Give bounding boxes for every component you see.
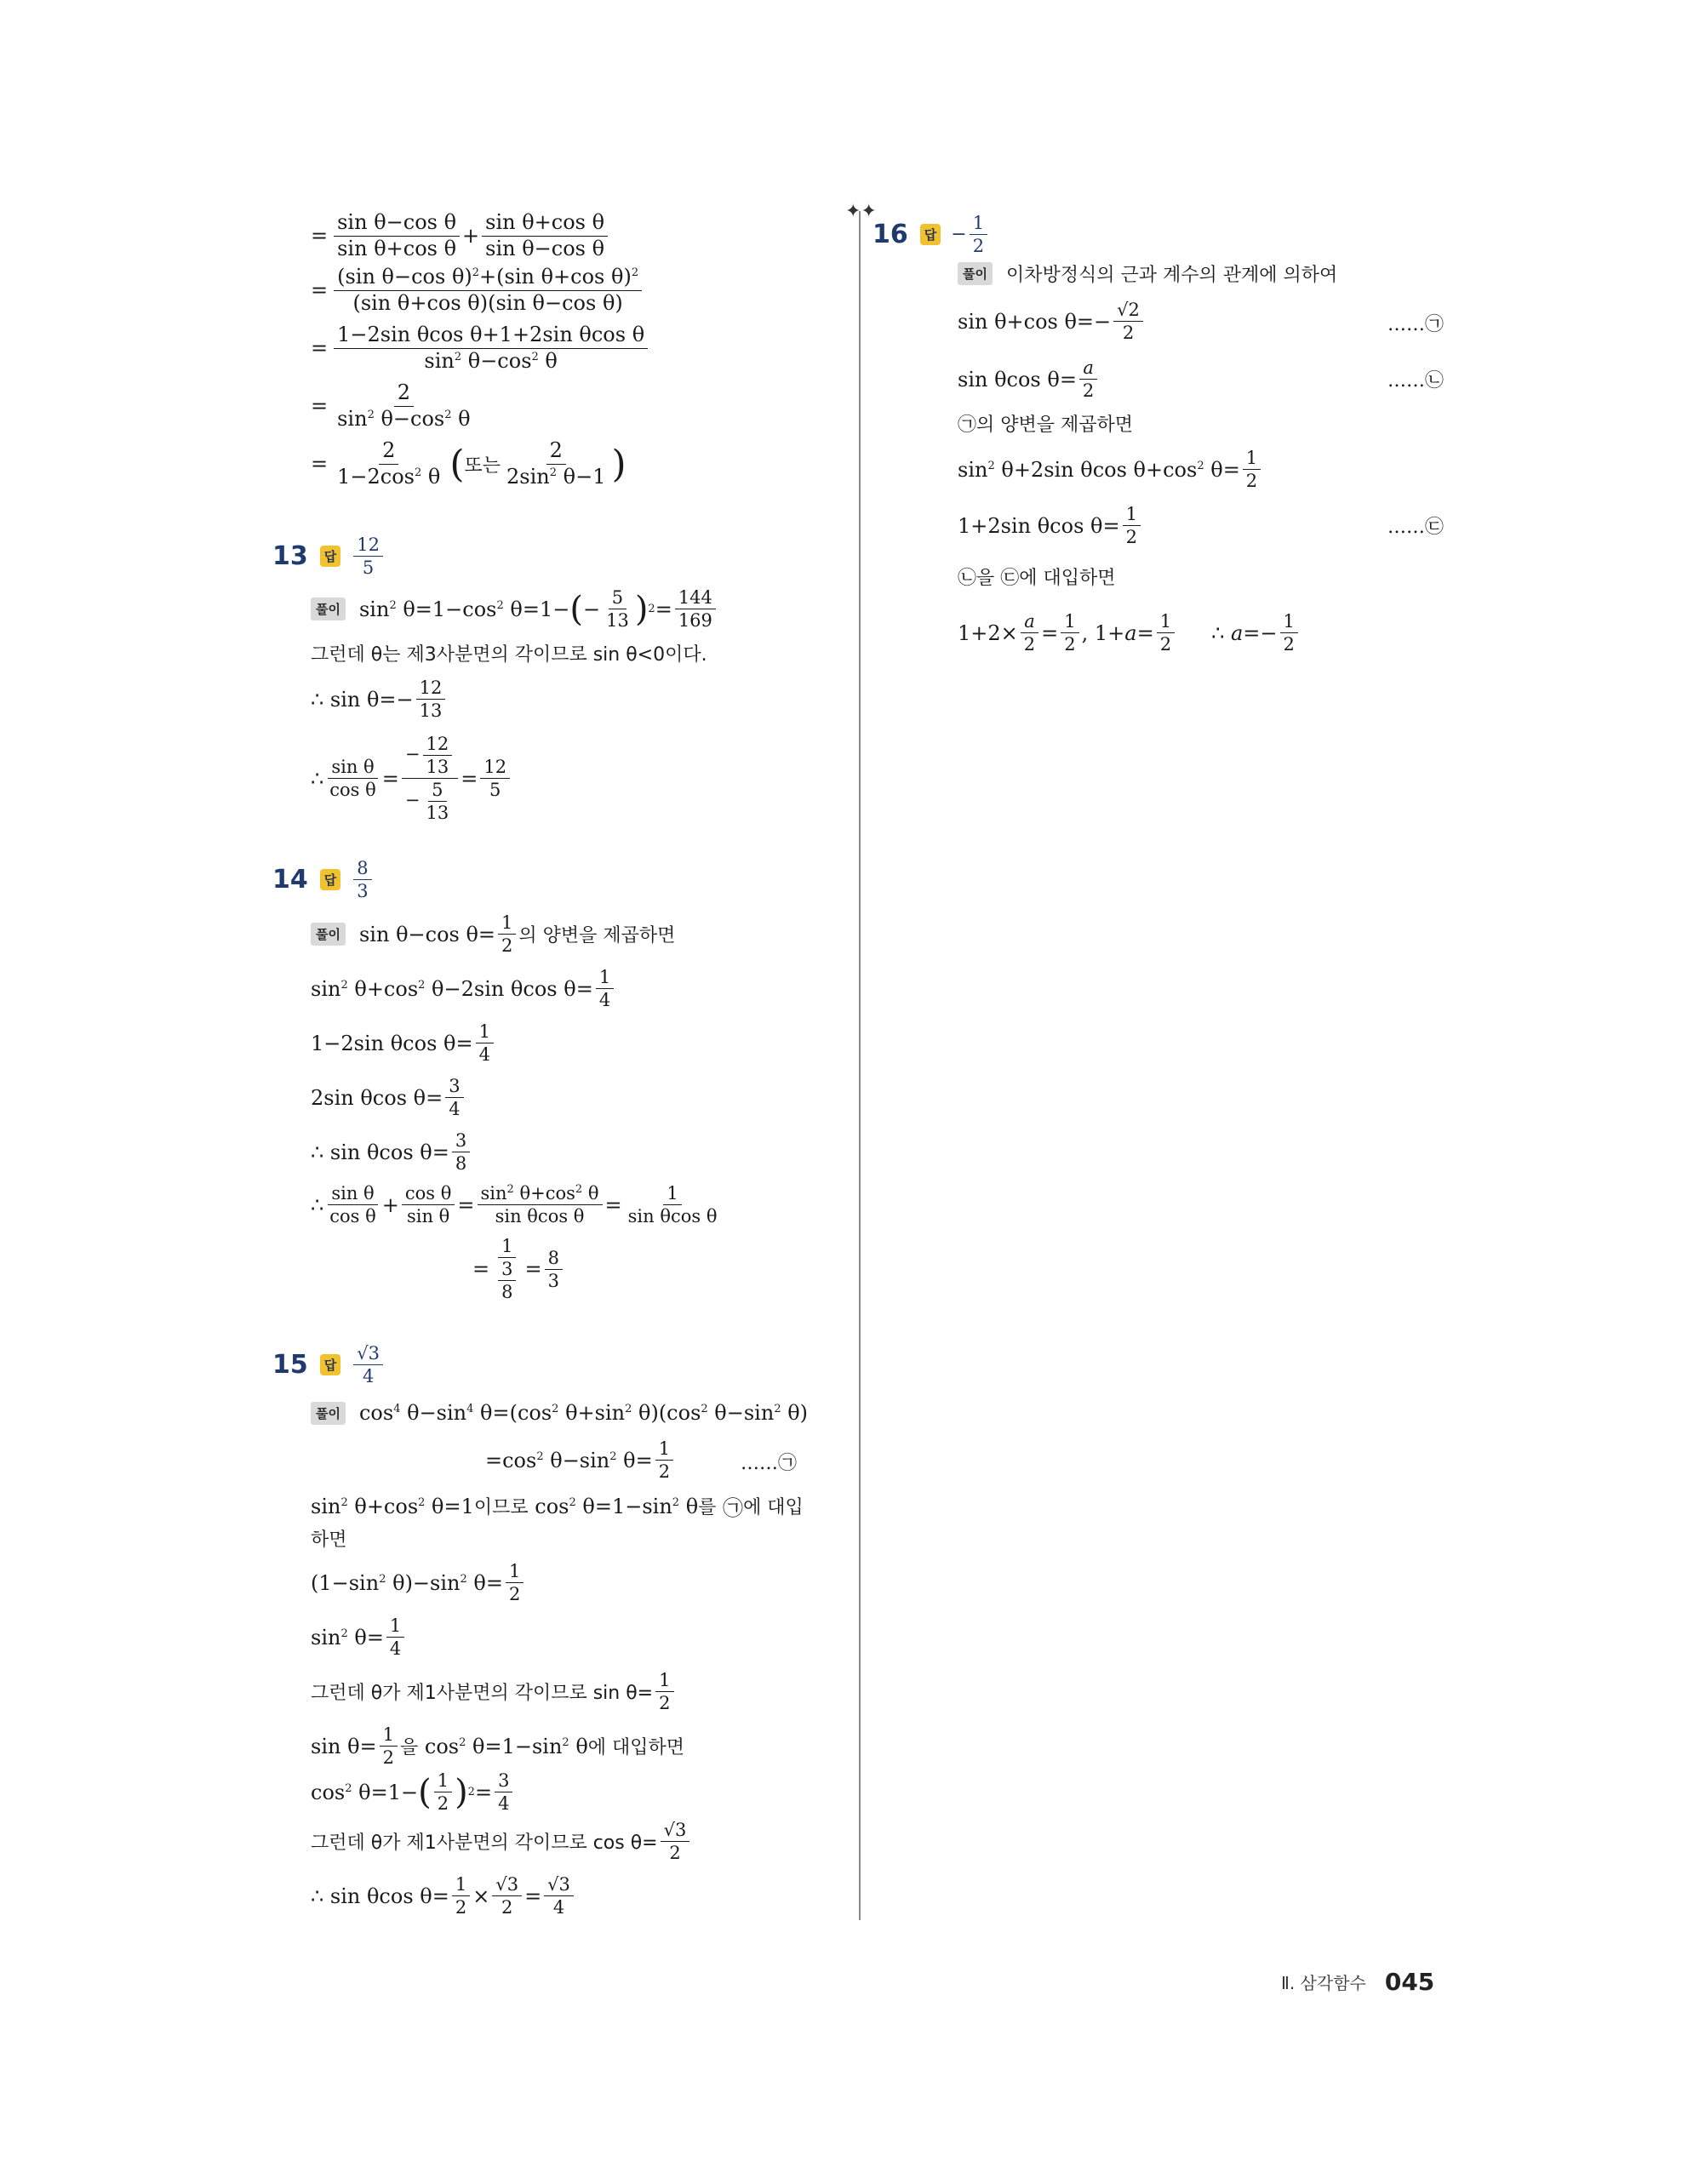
text-fragment: 그런데 θ가 제1사분면의 각이므로 sin θ= bbox=[311, 1683, 654, 1705]
text-fragment: 을 bbox=[400, 1737, 419, 1759]
answer-badge: 답 bbox=[320, 1354, 341, 1375]
answer-numerator: √3 bbox=[353, 1343, 383, 1365]
problem-13-header bbox=[272, 535, 386, 578]
math-line: ($1-\sin^2$ $\theta)-\sin^2$ θ= $\frac{1}{2}$ bbox=[311, 1561, 526, 1604]
problem-15-header bbox=[272, 1343, 386, 1386]
equation-marker: ……㉠ bbox=[741, 1453, 798, 1474]
equation-marker: ……㉠ bbox=[1387, 314, 1445, 335]
math-line: 1+2sin θcos θ= $\frac{1}{2}$ bbox=[958, 504, 1143, 547]
solution-badge: 풀이 bbox=[958, 262, 993, 285]
text-line: 그런데 θ는 제3사분면의 각이므로 sin θ<0이다. bbox=[311, 644, 707, 666]
answer-badge: 답 bbox=[320, 869, 341, 890]
page-footer bbox=[1281, 1968, 1434, 1996]
problem-number: 15 bbox=[272, 1350, 308, 1381]
math-line: = $\frac{\text{1−2sin θcos θ+1+2sin θcos θ}}{\sin^2 \theta-\cos^2 \theta}$ bbox=[311, 323, 650, 373]
text-fragment: 이차방정식의 근과 계수의 관계에 의하여 bbox=[1005, 265, 1338, 286]
text-line bbox=[958, 260, 1337, 287]
math-line: 그런데 θ가 제1사분면의 각이므로 cos θ= $\frac{√3}{2}$ bbox=[311, 1820, 692, 1863]
math-line: 그런데 θ가 제1사분면의 각이므로 sin θ= $\frac{1}{2}$ bbox=[311, 1670, 677, 1713]
text-fragment: 에 대입하면 bbox=[587, 1737, 685, 1759]
math-line: ∴ sin θcos θ= $\frac{3}{8}$ bbox=[311, 1130, 472, 1174]
math-line: = $\frac{\text{sin θ−cos θ}}{\text{sin θ+cos θ}}$ + $\frac{\text{sin θ+cos θ}}{\text{sin θ−cos θ}}$ bbox=[311, 211, 610, 260]
math-line: $\cos^2 \theta=1-$ ( $\frac{1}{2}$ ) 2 = $\frac{3}{4}$ bbox=[311, 1770, 515, 1814]
math-line: $\sin^2 \theta+\cos^2$ θ−2sin θcos θ= $\frac{1}{4}$ bbox=[311, 967, 616, 1010]
answer-denominator: 3 bbox=[357, 881, 369, 902]
math-line: = $\frac{1}{\frac{3}{8}}$ = $\frac{8}{3}$ bbox=[472, 1236, 565, 1302]
problem-16-header bbox=[872, 213, 990, 256]
math-line: = $\frac{2}{\sin^2 \theta-\cos^2 \theta}$ bbox=[311, 380, 471, 431]
problem-number: 14 bbox=[272, 865, 308, 895]
math-line: ∴ $\frac{\text{sin θ}}{\text{cos θ}}$ = − $\frac{12}{13}$ − $\frac{5}{13}$ = $\frac{12}{5}$ bbox=[311, 734, 512, 824]
math-line: sin θ= $\frac{1}{2}$ 을 $\cos^2 \theta=1-\sin^2$ θ 에 대입하면 bbox=[311, 1724, 685, 1769]
math-line: 1+2× $\frac{a}{2}$ = $\frac{1}{2}$ , 1+a= $\frac{1}{2}$ ∴ a=− $\frac{1}{2}$ bbox=[958, 611, 1301, 655]
math-line: 풀이 $\sin^2 \theta=1-\cos^2$ θ=1− ( − $\frac{5}{13}$ ) 2 = $\frac{144}{169}$ bbox=[311, 587, 718, 631]
equation-marker: ……㉢ bbox=[1387, 517, 1445, 538]
equation-marker: ……㉡ bbox=[1387, 370, 1445, 392]
column-divider bbox=[859, 211, 861, 1920]
math-line: sin θ+cos θ=− $\frac{√2}{2}$ bbox=[958, 300, 1146, 343]
text-line: ㉠의 양변을 제곱하면 bbox=[958, 415, 1134, 436]
answer-badge: 답 bbox=[920, 224, 941, 245]
answer-numerator: 12 bbox=[353, 535, 383, 557]
answer-denominator: 5 bbox=[362, 557, 375, 579]
text-fragment: 그런데 θ가 제1사분면의 각이므로 cos θ= bbox=[311, 1832, 658, 1855]
text-fragment: 를 bbox=[698, 1497, 717, 1518]
math-line: ∴ sin θ=− $\frac{12}{13}$ bbox=[311, 677, 448, 721]
math-line: 2sin θcos θ= $\frac{3}{4}$ bbox=[311, 1076, 466, 1119]
math-line: 풀이 sin θ−cos θ= $\frac{1}{2}$ 의 양변을 제곱하면 bbox=[311, 912, 675, 956]
math-line: $\sin^2 \theta+\cos^2$ θ=1 이므로 $\cos^2 \theta=1-\sin^2$ θ 를 ㉠ 에 대입 bbox=[311, 1494, 804, 1520]
divider-ornament-icon: ✦✦ bbox=[845, 201, 877, 222]
answer-numerator: 1 bbox=[970, 213, 987, 235]
answer-sign: − bbox=[951, 224, 967, 246]
text-line: ㉡을 ㉢에 대입하면 bbox=[958, 568, 1116, 589]
math-line: sin θcos θ= $\frac{a}{2}$ bbox=[958, 357, 1100, 401]
problem-number: 13 bbox=[272, 541, 308, 572]
text-fragment: 이므로 bbox=[473, 1497, 529, 1518]
math-line: = $\frac{2}{1-2\cos^2 \theta}$ ( 또는 $\frac{2}{2\sin^2 \theta-1}$ ) bbox=[311, 438, 626, 489]
math-line: 1−2sin θcos θ= $\frac{1}{4}$ bbox=[311, 1021, 496, 1065]
text-fragment: 의 양변을 제곱하면 bbox=[518, 925, 676, 947]
math-line: $=\cos^2$ $\theta-\sin^2$ θ= $\frac{1}{2}$ bbox=[485, 1438, 676, 1482]
math-line: = $\frac{(\sin \theta-\cos \theta)^2+(\sin \theta+\cos \theta)^2}{\text{(sin θ+cos θ)(sin θ−cos θ)}}$ bbox=[311, 266, 644, 315]
answer-denominator: 4 bbox=[362, 1366, 375, 1387]
answer-denominator: 2 bbox=[972, 236, 985, 257]
alt-label: 또는 bbox=[464, 455, 501, 477]
solution-badge: 풀이 bbox=[311, 597, 346, 620]
math-line: 풀이 $\cos^4 \theta-\sin^4$ $\theta=(\cos^2$ $\theta+\sin^2$ $\theta)(\cos^2$ $\theta-\sin^2$ θ) bbox=[311, 1401, 808, 1425]
problem-number: 16 bbox=[872, 220, 908, 250]
text-fragment: 에 대입 bbox=[743, 1497, 804, 1518]
math-line: ∴ sin θcos θ= $\frac{1}{2}$ × $\frac{√3}{2}$ = $\frac{√3}{4}$ bbox=[311, 1874, 576, 1918]
math-line: $\sin^2 \theta+2\sin$ θcos $\theta+\cos^2$ θ= $\frac{1}{2}$ bbox=[958, 448, 1263, 491]
text-line: 하면 bbox=[311, 1529, 347, 1551]
page-number: 045 bbox=[1384, 1968, 1435, 1996]
problem-14-header bbox=[272, 858, 375, 901]
answer-numerator: 8 bbox=[353, 858, 371, 880]
solution-badge: 풀이 bbox=[311, 1402, 346, 1425]
solution-badge: 풀이 bbox=[311, 923, 346, 946]
answer-badge: 답 bbox=[320, 546, 341, 567]
chapter-label: Ⅱ. 삼각함수 bbox=[1281, 1973, 1366, 1993]
math-line: $\sin^2 \theta=$ $\frac{1}{4}$ bbox=[311, 1615, 407, 1659]
math-line: ∴ $\frac{\text{sin θ}}{\text{cos θ}}$ + $\frac{\text{cos θ}}{\text{sin θ}}$ = $\frac{\sin^2 \theta+\cos^2 \theta}{\text{sin θcos θ}}$ = $\frac{1}{\text{sin θcos θ}}$ bbox=[311, 1183, 718, 1227]
